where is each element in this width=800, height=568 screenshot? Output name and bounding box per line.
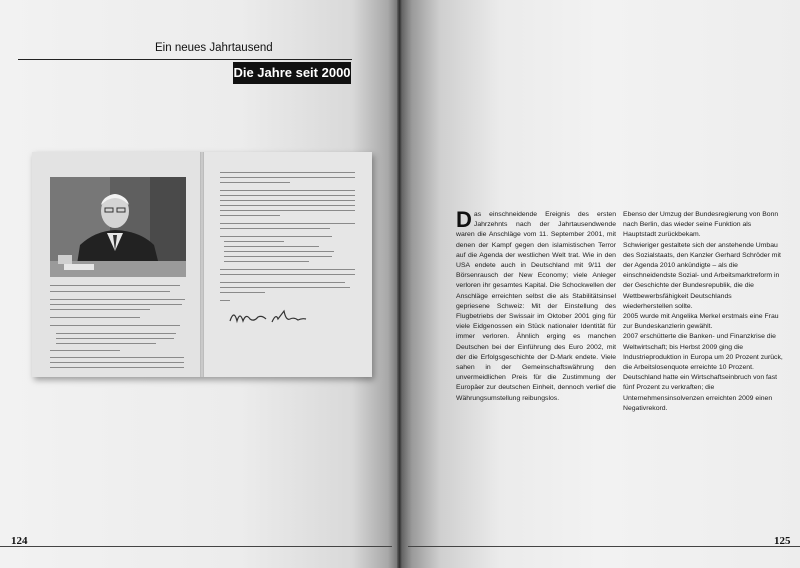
book-gutter (397, 0, 402, 568)
article-paragraph: Deutschland hatte ein Wirtschaftseinbruch von fast fünf Prozent zu verkraften; die Unternehmensinsolvenzen erreichten 2009 einen Negativrekord. (623, 374, 778, 412)
article-paragraph: as einschneidende Ereignis des ersten Jahrzehnts nach der Jahrtausendwende waren die Anschläge vom 11. September 2001, mit denen der Kampf gegen den islamistischen Terror auf die Agenda der westlichen Welt trat. Wie in den USA endete auch in Deutschland mit 9/11 der Börsenrausch der New Economy; viele Anleger verloren ihr gesamtes Kapital. Die Schockwellen der Anschläge erreichten selbst die als Stabilitätsinsel gepriesene Schweiz: Mit der Einstellung des Flugbetriebs der Swissair im Oktober 2001 ging für viele Eidgenossen ein Stück nationaler Identität für immer verloren. Ähnlich erging es manchen Deutschen bei der Einführung des Euro 2002, mit der die Erfolgsgeschichte der D-Mark endete. Viele sahen in der Gemeinschaftswährung den unvermeidlichen Preis für die Zustimmung der Europäer zur deutschen Einheit, dennoch verlief die Währungsumstellung reibungslos. (456, 211, 616, 402)
booklet-text-line (220, 292, 265, 293)
booklet-text-line (224, 251, 334, 252)
portrait-photo (50, 177, 186, 277)
booklet-right-page (202, 152, 372, 377)
article-column-2 (623, 210, 783, 414)
booklet-text-line (220, 228, 330, 229)
booklet-text-line (220, 274, 355, 275)
booklet-text-line (220, 195, 355, 196)
booklet-text-line (50, 309, 150, 310)
signature (228, 307, 328, 329)
booklet-text-line (220, 300, 230, 301)
article-paragraph: Ebenso der Umzug der Bundesregierung von Bonn nach Berlin, das wieder seine Funktion als Hauptstadt zurückbekam. (623, 211, 779, 239)
article-paragraph: 2005 wurde mit Angelika Merkel erstmals eine Frau zur Bundeskanzlerin gewählt. (623, 313, 779, 331)
booklet-text-line (220, 172, 355, 173)
page-number-left: 124 (11, 535, 28, 547)
booklet-text-line (56, 343, 156, 344)
booklet-text-line (220, 190, 355, 191)
booklet-text-line (220, 287, 350, 288)
drop-cap: D (456, 207, 472, 232)
booklet-text-line (50, 350, 120, 351)
header-rule (18, 59, 352, 60)
booklet-text-line (56, 338, 174, 339)
booklet-text-line (224, 246, 319, 247)
booklet-text-line (50, 291, 170, 292)
booklet-text-line (220, 215, 280, 216)
booklet-text-line (50, 357, 184, 358)
booklet-text-line (220, 269, 355, 270)
booklet-text-line (220, 200, 355, 201)
footer-rule-left (0, 546, 392, 547)
booklet-text-line (220, 177, 355, 178)
footer-rule-right (408, 546, 800, 547)
booklet-text-line (56, 333, 176, 334)
booklet-text-line (220, 223, 355, 224)
booklet-text-line (50, 362, 184, 363)
section-title: Die Jahre seit 2000 (233, 62, 351, 84)
booklet-text-line (50, 285, 180, 286)
booklet-text-line (220, 210, 355, 211)
booklet-text-line (220, 182, 290, 183)
booklet-left-page (32, 152, 202, 377)
portrait-figure (50, 177, 186, 277)
booklet-text-line (220, 205, 355, 206)
booklet-text-line (50, 299, 185, 300)
booklet-fold (200, 152, 204, 377)
section-label: Ein neues Jahrtausend (155, 42, 273, 54)
booklet-text-line (220, 236, 332, 237)
booklet-text-line (50, 317, 140, 318)
booklet-text-line (224, 261, 309, 262)
booklet-text-line (224, 241, 284, 242)
article-paragraph: Schwieriger gestaltete sich der anstehende Umbau des Sozialstaats, den Kanzler Gerhard Schröder mit der Agenda 2010 ankündigte – als die einschneidendste Sozial- und Arbeitsmarktreform in der Geschichte der Bundesrepublik, die die Wettbewerbsfähigkeit Deutschlands wiederherstellen sollte. (623, 241, 781, 310)
booklet-text-line (50, 325, 180, 326)
booklet-text-line (220, 282, 345, 283)
booklet-photo (32, 152, 372, 377)
booklet-text-line (224, 256, 332, 257)
article-paragraph: 2007 erschütterte die Banken- und Finanzkrise die Weltwirtschaft; bis Herbst 2009 ging die Industrieproduktion in Europa um 20 Prozent zurück, die Arbeitslosenquote erreichte 10 Prozent. (623, 333, 783, 372)
booklet-text-line (50, 304, 182, 305)
article-column-1 (456, 207, 616, 404)
page-number-right: 125 (774, 535, 791, 547)
booklet-text-line (50, 367, 184, 368)
